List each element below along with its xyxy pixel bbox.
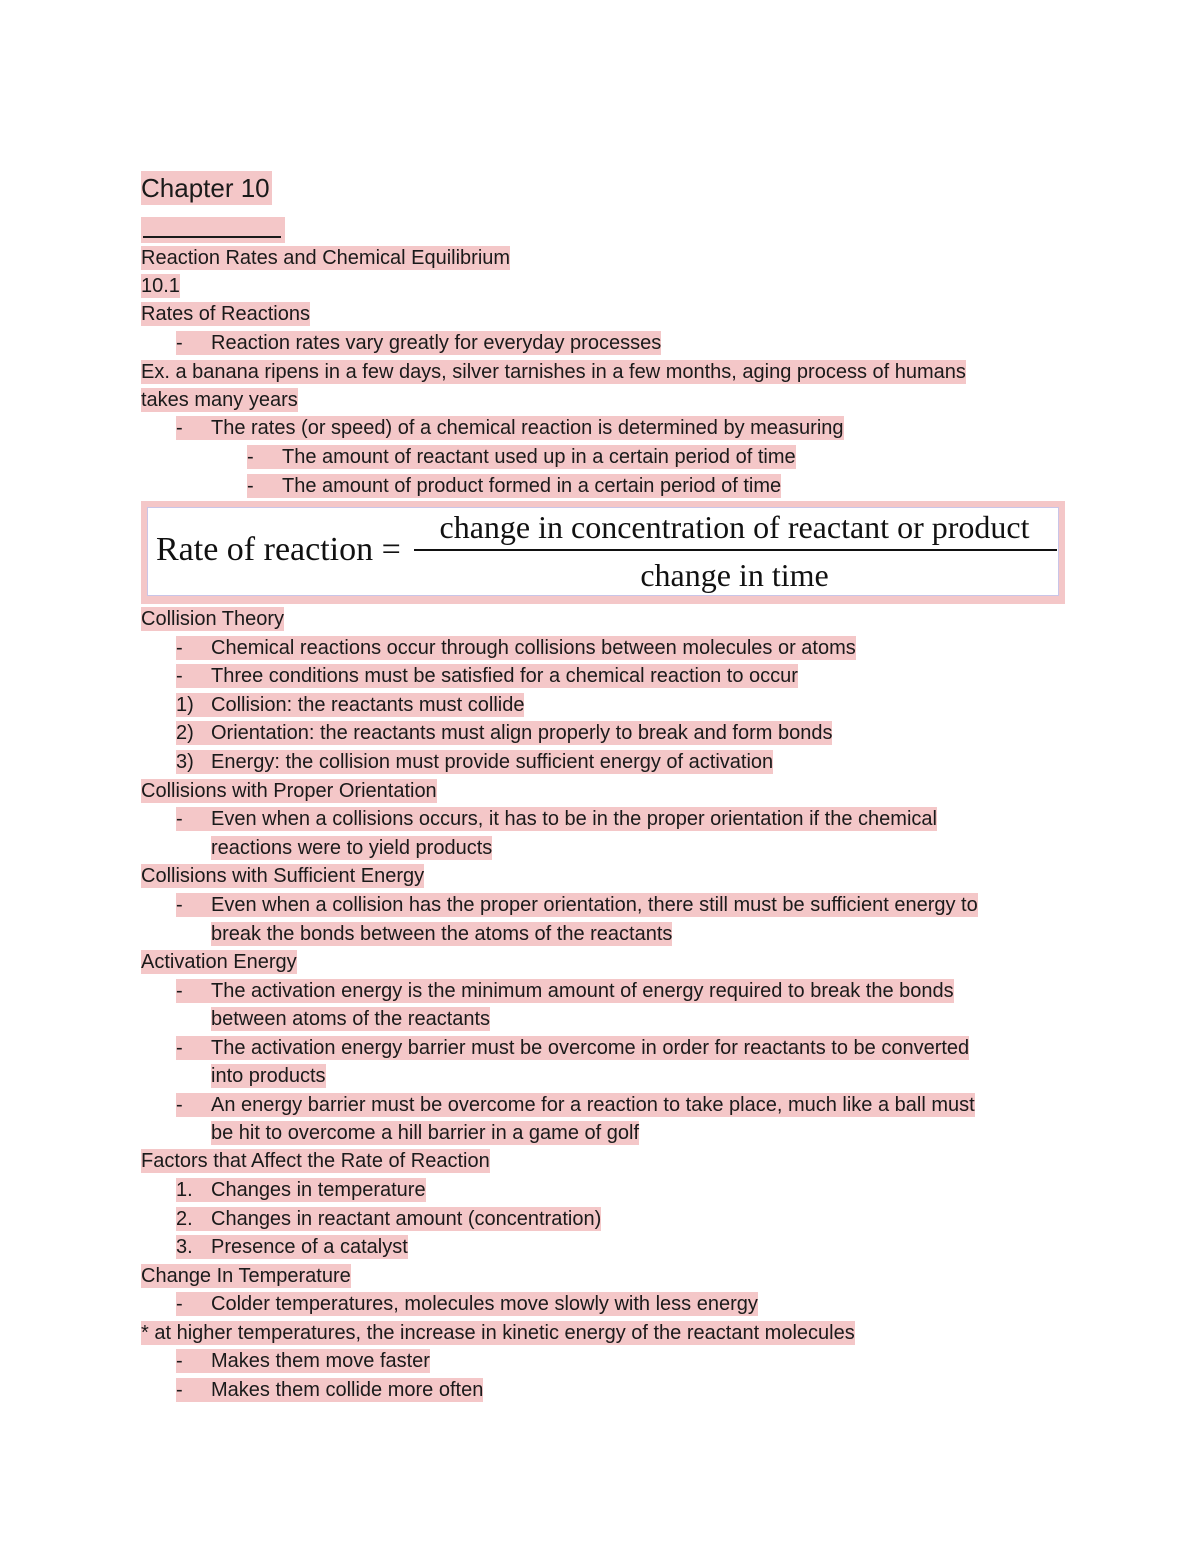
list-item-text: Three conditions must be satisfied for a chemical reaction to occur bbox=[211, 665, 798, 687]
chapter-title: Chapter 10 bbox=[141, 173, 270, 203]
sub-list-item bbox=[247, 445, 796, 469]
dash-marker: - bbox=[176, 417, 183, 439]
temperature-heading: Change In Temperature bbox=[141, 1265, 351, 1287]
example-line: Ex. a banana ripens in a few days, silver tarnishes in a few months, aging process of humans bbox=[141, 361, 966, 383]
dash-marker: - bbox=[176, 1350, 183, 1372]
numbered-item-text: Presence of a catalyst bbox=[211, 1236, 408, 1258]
list-item-text: The amount of product formed in a certain period of time bbox=[282, 475, 782, 497]
numbered-item bbox=[176, 750, 773, 774]
list-item bbox=[176, 1349, 430, 1373]
list-item-text: Even when a collisions occurs, it has to be in the proper orientation if the chemical bbox=[211, 808, 937, 830]
list-item-continuation: reactions were to yield products bbox=[211, 837, 493, 859]
list-item bbox=[176, 664, 798, 688]
list-item-text: Colder temperatures, molecules move slowly with less energy bbox=[211, 1293, 758, 1315]
underline-bar bbox=[143, 236, 281, 238]
list-item bbox=[176, 636, 856, 660]
list-item bbox=[176, 807, 937, 831]
list-item-text: Chemical reactions occur through collisions between molecules or atoms bbox=[211, 637, 856, 659]
list-item-text: The activation energy barrier must be overcome in order for reactants to be converted bbox=[211, 1037, 970, 1059]
number-marker: 3) bbox=[176, 751, 194, 773]
list-item-continuation: between atoms of the reactants bbox=[211, 1008, 491, 1030]
list-item bbox=[176, 893, 978, 917]
dash-marker: - bbox=[176, 980, 183, 1002]
list-item-text: The rates (or speed) of a chemical reaction is determined by measuring bbox=[211, 417, 844, 439]
list-item-continuation: be hit to overcome a hill barrier in a game of golf bbox=[211, 1122, 639, 1144]
list-item-continuation: break the bonds between the atoms of the reactants bbox=[211, 923, 673, 945]
numbered-item-text: Orientation: the reactants must align properly to break and form bonds bbox=[211, 722, 833, 744]
numbered-item-text: Energy: the collision must provide sufficient energy of activation bbox=[211, 751, 774, 773]
list-item-text: Makes them collide more often bbox=[211, 1379, 484, 1401]
formula-lhs: Rate of reaction = bbox=[156, 531, 401, 568]
formula-numerator: change in concentration of reactant or product bbox=[439, 509, 1030, 545]
collision-heading: Collision Theory bbox=[141, 608, 285, 630]
numbered-item bbox=[176, 721, 832, 745]
dash-marker: - bbox=[176, 808, 183, 830]
numbered-item-text: Collision: the reactants must collide bbox=[211, 694, 525, 716]
dash-marker: - bbox=[176, 665, 183, 687]
list-item-text: Reaction rates vary greatly for everyday processes bbox=[211, 332, 662, 354]
number-marker: 2) bbox=[176, 722, 194, 744]
temperature-note: * at higher temperatures, the increase in kinetic energy of the reactant molecules bbox=[141, 1322, 855, 1344]
numbered-item bbox=[176, 1235, 408, 1259]
dash-marker: - bbox=[176, 332, 183, 354]
fraction-bar bbox=[414, 549, 1057, 551]
dash-marker: - bbox=[247, 446, 254, 468]
dash-marker: - bbox=[176, 1037, 183, 1059]
number-marker: 3. bbox=[176, 1236, 193, 1258]
dash-marker: - bbox=[247, 475, 254, 497]
rates-heading: Rates of Reactions bbox=[141, 303, 310, 325]
numbered-item bbox=[176, 693, 524, 717]
section-number: 10.1 bbox=[141, 275, 180, 297]
number-marker: 1. bbox=[176, 1179, 193, 1201]
list-item-text: The activation energy is the minimum amount of energy required to break the bonds bbox=[211, 980, 954, 1002]
list-item bbox=[176, 416, 844, 440]
chapter-heading: Reaction Rates and Chemical Equilibrium bbox=[141, 247, 511, 269]
list-item bbox=[176, 1378, 483, 1402]
list-item-continuation: into products bbox=[211, 1065, 326, 1087]
list-item bbox=[176, 1292, 758, 1316]
list-item-text: Makes them move faster bbox=[211, 1350, 430, 1372]
list-item bbox=[176, 1036, 969, 1060]
formula-denominator: change in time bbox=[640, 557, 829, 593]
orientation-heading: Collisions with Proper Orientation bbox=[141, 780, 437, 802]
numbered-item-text: Changes in reactant amount (concentration) bbox=[211, 1208, 602, 1230]
dash-marker: - bbox=[176, 1094, 183, 1116]
sufficient-energy-heading: Collisions with Sufficient Energy bbox=[141, 865, 425, 887]
activation-heading: Activation Energy bbox=[141, 951, 297, 973]
list-item-text: An energy barrier must be overcome for a reaction to take place, much like a ball must bbox=[211, 1094, 975, 1116]
title-underline bbox=[141, 217, 285, 243]
numbered-item-text: Changes in temperature bbox=[211, 1179, 426, 1201]
example-line: takes many years bbox=[141, 389, 298, 411]
dash-marker: - bbox=[176, 894, 183, 916]
numbered-item bbox=[176, 1178, 426, 1202]
numbered-item bbox=[176, 1207, 601, 1231]
list-item bbox=[176, 331, 661, 355]
dash-marker: - bbox=[176, 1293, 183, 1315]
rate-formula-image bbox=[141, 501, 1065, 604]
rate-formula bbox=[147, 507, 1059, 596]
number-marker: 1) bbox=[176, 694, 194, 716]
dash-marker: - bbox=[176, 1379, 183, 1401]
sub-list-item bbox=[247, 474, 781, 498]
list-item bbox=[176, 1093, 975, 1117]
dash-marker: - bbox=[176, 637, 183, 659]
list-item-text: The amount of reactant used up in a certain period of time bbox=[282, 446, 796, 468]
number-marker: 2. bbox=[176, 1208, 193, 1230]
list-item bbox=[176, 979, 954, 1003]
list-item-text: Even when a collision has the proper orientation, there still must be sufficient energy to bbox=[211, 894, 978, 916]
factors-heading: Factors that Affect the Rate of Reaction bbox=[141, 1150, 490, 1172]
